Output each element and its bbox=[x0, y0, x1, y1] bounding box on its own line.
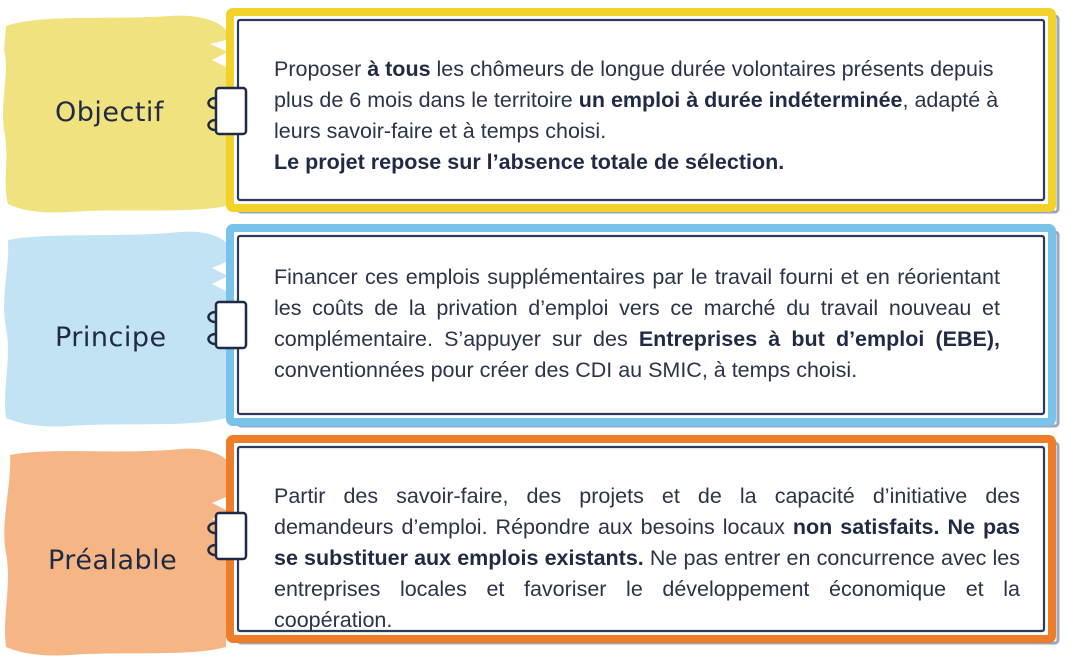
principe-paragraph-1: Financer ces emplois supplémentaires par le travail fourni et en réorientant les coûts de la privation d’emploi vers ce marché du travail nouveau et complémentaire. S’appuyer sur des Entreprises à but d’emploi (EBE), conventionnées pour créer des CDI au SMIC, à temps choisi. bbox=[274, 265, 1000, 382]
objectif-paragraph-2: Le projet repose sur l’absence totale de sélection. bbox=[274, 150, 785, 174]
row-objectif bbox=[0, 0, 1078, 218]
objectif-text bbox=[274, 54, 1014, 178]
row-prealable bbox=[0, 433, 1078, 669]
objectif-paragraph-1: Proposer à tous les chômeurs de longue durée volontaires présents depuis plus de 6 mois dans le territoire un emploi à durée indéterminée, adapté à leurs savoir-faire et à temps choisi. bbox=[274, 57, 999, 143]
prealable-paragraph-1: Partir des savoir-faire, des projets et de la capacité d’initiative des demandeurs d’emploi. Répondre aux besoins locaux non satisfaits. Ne pas se substituer aux emplois existants. Ne pas entrer en concurrence avec les entreprises locales et favoriser le développement économique et la coopération. bbox=[274, 484, 1020, 632]
row-principe bbox=[0, 218, 1078, 433]
principe-label: Principe bbox=[55, 322, 167, 353]
prealable-text bbox=[274, 481, 1020, 636]
principe-text bbox=[274, 262, 1000, 386]
objectif-label: Objectif bbox=[55, 97, 164, 128]
prealable-label: Préalable bbox=[48, 545, 178, 576]
